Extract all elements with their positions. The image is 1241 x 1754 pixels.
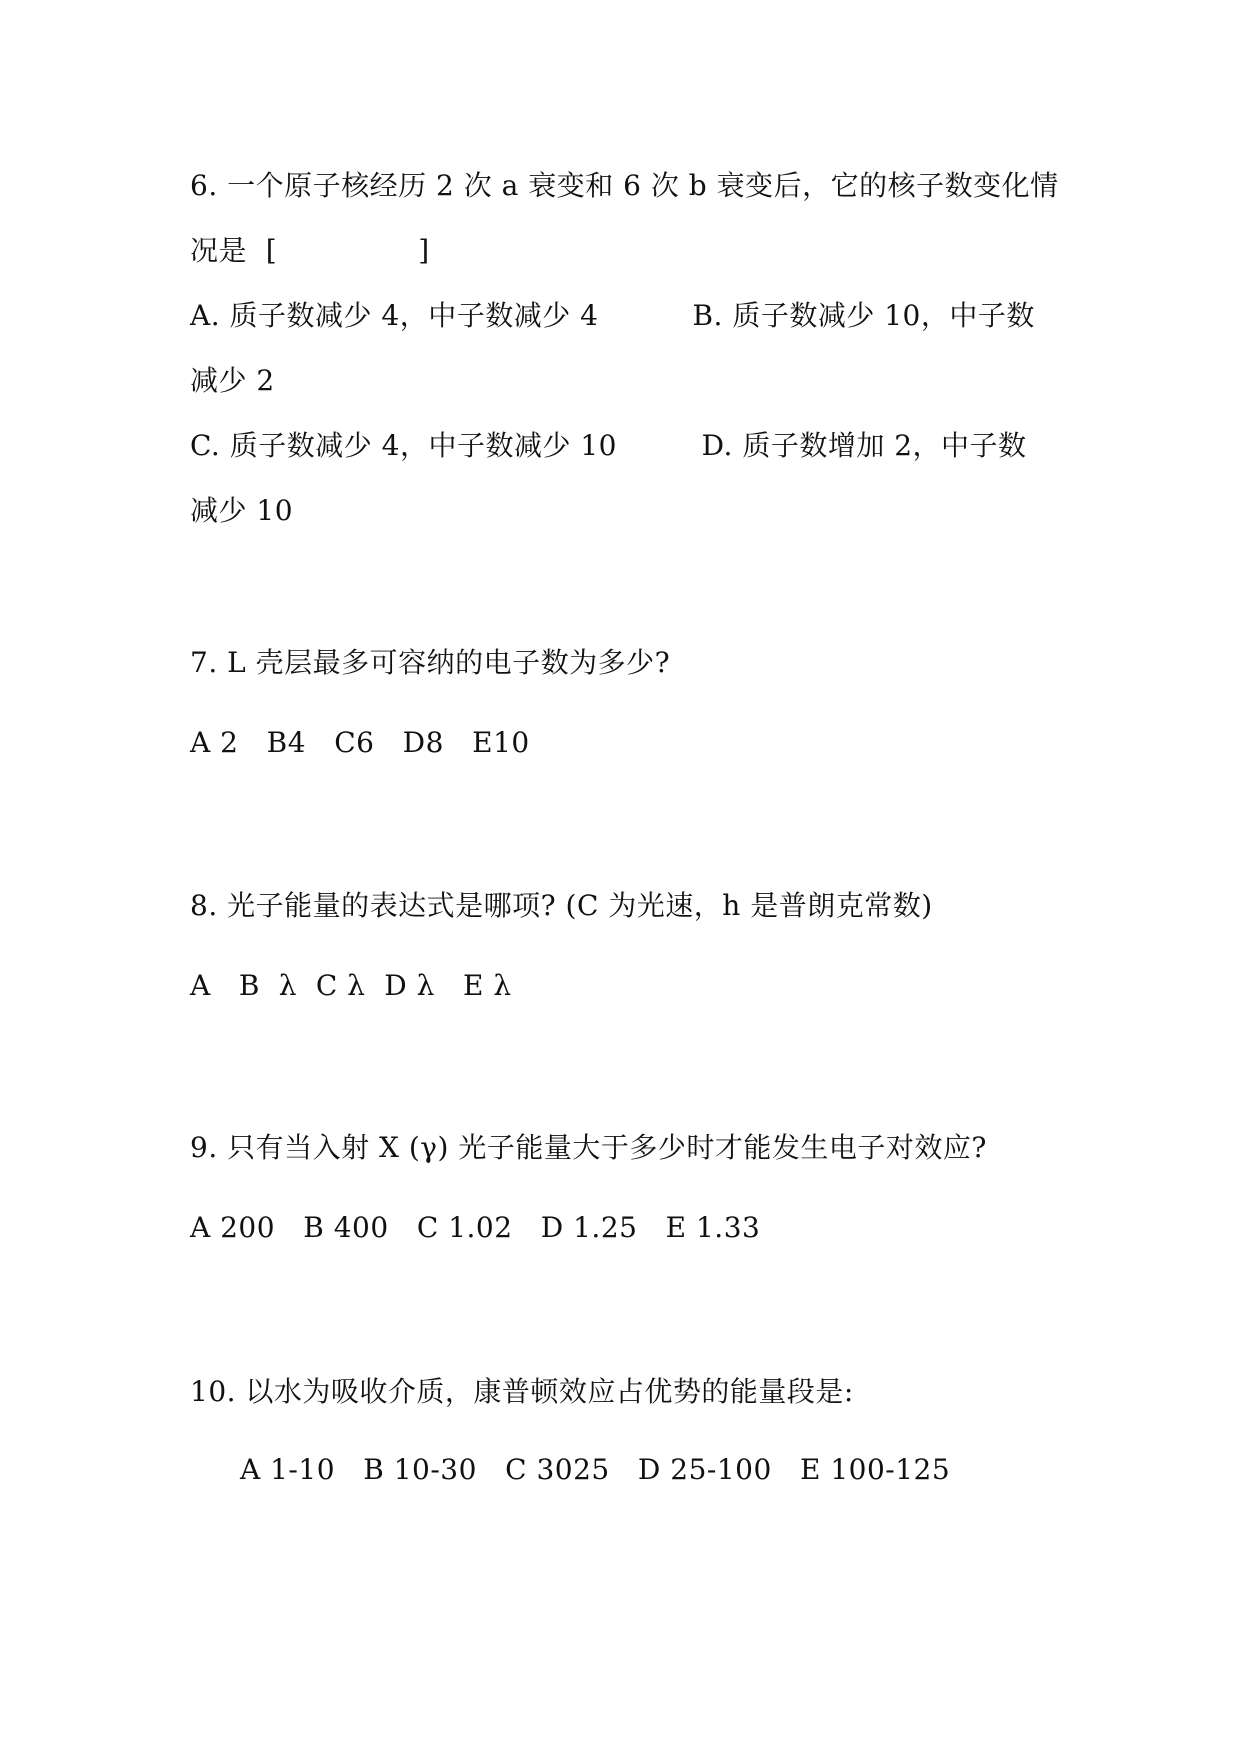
q6-options-line2: 减少 2 [190,364,275,397]
q8-options: A B λ C λ D λ E λ [190,969,512,1002]
q6-options-line4: 减少 10 [190,494,294,527]
q6-stem-line2: 况是 [ ] [190,234,430,267]
q7-stem: 7. L 壳层最多可容纳的电子数为多少? [190,646,671,679]
q10-options: A 1-10 B 10-30 C 3025 D 25-100 E 100-125 [240,1453,951,1486]
q8-stem: 8. 光子能量的表达式是哪项? (C 为光速，h 是普朗克常数) [190,889,933,922]
q7-options: A 2 B4 C6 D8 E10 [190,726,530,759]
q6-options-line1: A. 质子数减少 4，中子数减少 4 B. 质子数减少 10，中子数 [190,299,1035,332]
q10-stem: 10. 以水为吸收介质，康普顿效应占优势的能量段是: [190,1375,854,1408]
q9-stem: 9. 只有当入射 X (γ) 光子能量大于多少时才能发生电子对效应? [190,1131,987,1164]
q6-options-line3: C. 质子数减少 4，中子数减少 10 D. 质子数增加 2，中子数 [190,429,1027,462]
q9-options: A 200 B 400 C 1.02 D 1.25 E 1.33 [190,1211,761,1244]
q6-stem-line1: 6. 一个原子核经历 2 次 a 衰变和 6 次 b 衰变后，它的核子数变化情 [190,169,1059,202]
